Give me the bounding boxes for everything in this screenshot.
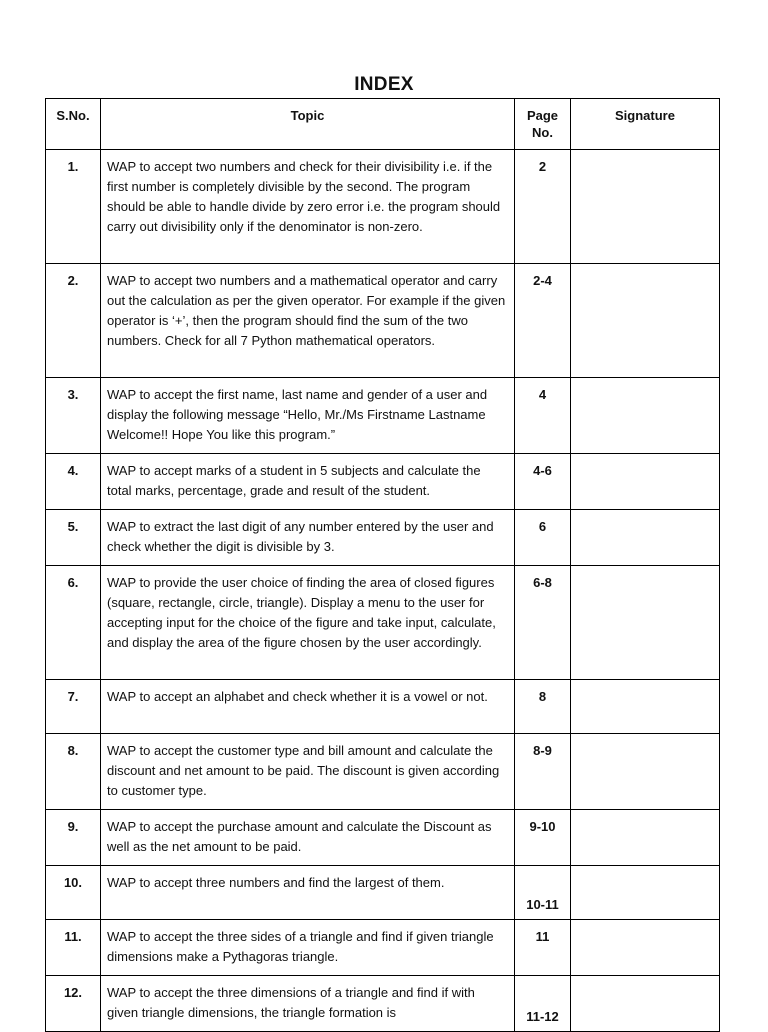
- page-title: INDEX: [354, 74, 414, 95]
- table-row: [46, 866, 720, 920]
- topic-cell: WAP to provide the user choice of finding the area of closed figures (square, rectangle, circle, triangle). Display a menu to the user for accepting input for the choice of the figure and take input, calculate, and display the area of the figure chosen by the user accordingly.: [101, 566, 515, 680]
- topic-cell: WAP to accept two numbers and a mathematical operator and carry out the calculation as per the given operator. For example if the given operator is ‘+’, then the program should find the sum of the two numbers. Check for all 7 Python mathematical operators.: [101, 264, 515, 378]
- sno-cell: 6.: [46, 566, 101, 680]
- page-no-cell: 8-9: [515, 734, 571, 810]
- sno-cell: 11.: [46, 920, 101, 976]
- signature-cell: [571, 510, 720, 566]
- page-no-cell: 10-11: [515, 866, 571, 920]
- table-row: [46, 566, 720, 680]
- table-row: [46, 810, 720, 866]
- page-no-cell: 11: [515, 920, 571, 976]
- sno-cell: 1.: [46, 150, 101, 264]
- header-page-line1: Page: [526, 108, 559, 123]
- header-page-line2: No.: [532, 125, 553, 140]
- signature-cell: [571, 920, 720, 976]
- page-no-cell: 4: [515, 378, 571, 454]
- sno-cell: 4.: [46, 454, 101, 510]
- table-row: [46, 510, 720, 566]
- table-row: [46, 734, 720, 810]
- sno-cell: 12.: [46, 976, 101, 1032]
- index-table: [45, 98, 720, 1032]
- topic-cell: WAP to accept marks of a student in 5 subjects and calculate the total marks, percentage, grade and result of the student.: [101, 454, 515, 510]
- table-row: [46, 976, 720, 1032]
- table-row: [46, 454, 720, 510]
- sno-cell: 5.: [46, 510, 101, 566]
- table-row: [46, 680, 720, 734]
- sno-cell: 2.: [46, 264, 101, 378]
- header-topic: Topic: [101, 99, 515, 150]
- topic-cell: WAP to accept the three sides of a triangle and find if given triangle dimensions make a Pythagoras triangle.: [101, 920, 515, 976]
- sno-cell: 10.: [46, 866, 101, 920]
- topic-cell: WAP to accept an alphabet and check whether it is a vowel or not.: [101, 680, 515, 734]
- header-sno: S.No.: [46, 99, 101, 150]
- page-no-cell: 9-10: [515, 810, 571, 866]
- topic-cell: WAP to accept the purchase amount and calculate the Discount as well as the net amount to be paid.: [101, 810, 515, 866]
- header-signature: Signature: [571, 99, 720, 150]
- signature-cell: [571, 378, 720, 454]
- topic-cell: WAP to accept two numbers and check for their divisibility i.e. if the first number is completely divisible by the second. The program should be able to handle divide by zero error i.e. the program should carry out divisibility only if the denominator is non-zero.: [101, 150, 515, 264]
- page-no-cell: 2-4: [515, 264, 571, 378]
- page-no-cell: 8: [515, 680, 571, 734]
- page-no-cell: 4-6: [515, 454, 571, 510]
- signature-cell: [571, 680, 720, 734]
- header-page-no: [515, 99, 571, 150]
- table-row: [46, 920, 720, 976]
- topic-cell: WAP to accept the first name, last name and gender of a user and display the following message “Hello, Mr./Ms Firstname Lastname Welcome!! Hope You like this program.”: [101, 378, 515, 454]
- sno-cell: 3.: [46, 378, 101, 454]
- signature-cell: [571, 810, 720, 866]
- topic-cell: WAP to accept the three dimensions of a triangle and find if with given triangle dimensions, the triangle formation is: [101, 976, 515, 1032]
- signature-cell: [571, 866, 720, 920]
- sno-cell: 7.: [46, 680, 101, 734]
- signature-cell: [571, 976, 720, 1032]
- signature-cell: [571, 150, 720, 264]
- signature-cell: [571, 566, 720, 680]
- table-row: [46, 150, 720, 264]
- header-row: [46, 99, 720, 150]
- page-no-cell: 6: [515, 510, 571, 566]
- sno-cell: 9.: [46, 810, 101, 866]
- sno-cell: 8.: [46, 734, 101, 810]
- page-no-cell: 6-8: [515, 566, 571, 680]
- topic-cell: WAP to accept three numbers and find the largest of them.: [101, 866, 515, 920]
- signature-cell: [571, 454, 720, 510]
- page-no-cell: 2: [515, 150, 571, 264]
- topic-cell: WAP to extract the last digit of any number entered by the user and check whether the digit is divisible by 3.: [101, 510, 515, 566]
- table-row: [46, 378, 720, 454]
- topic-cell: WAP to accept the customer type and bill amount and calculate the discount and net amount to be paid. The discount is given according to customer type.: [101, 734, 515, 810]
- signature-cell: [571, 734, 720, 810]
- signature-cell: [571, 264, 720, 378]
- page-no-cell: 11-12: [515, 976, 571, 1032]
- table-row: [46, 264, 720, 378]
